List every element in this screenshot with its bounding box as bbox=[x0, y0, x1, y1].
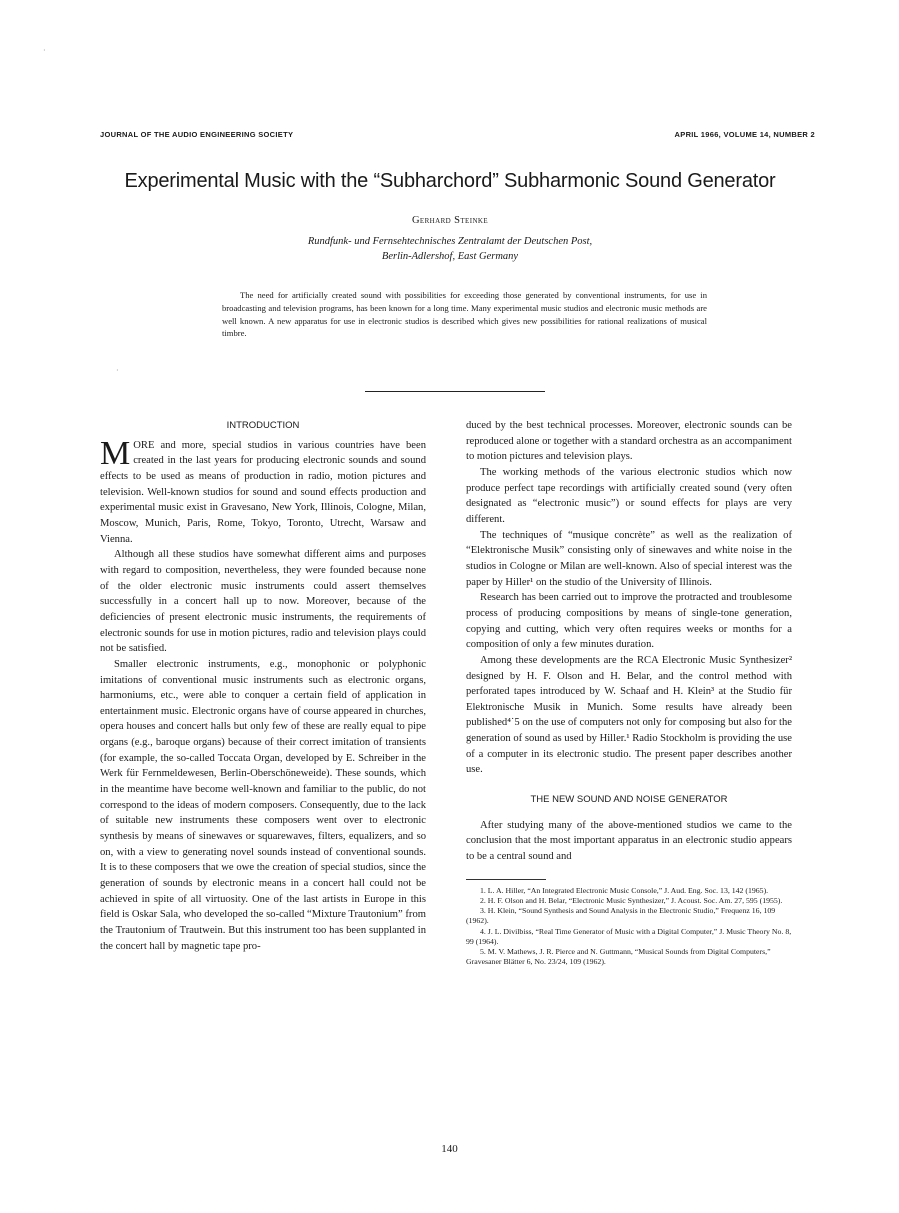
footnote: 4. J. L. Divilbiss, “Real Time Generator of Music with a Digital Computer,” J. Music Theory No. 8, 99 (1964). bbox=[466, 926, 792, 946]
body-paragraph: duced by the best technical processes. Moreover, electronic sounds can be reproduced alone or together with a standard orchestra as an accompaniment to motion pictures and television plays. bbox=[466, 420, 792, 463]
body-paragraph: Research has been carried out to improve the protracted and troublesome process of producing compositions by means of single-tone generation, copying and cutting, which very often requires weeks or months for a composition of only a few minutes duration. bbox=[466, 592, 792, 651]
body-paragraph: MORE and more, special studios in various countries have been created in the last years for producing electronic sounds and sound effects to be used as means of production in radio, motion pictures and television. Well-known studios for sound and sound effects production and experimental music exist in Gravesano, New York, Illinois, Cologne, Milan, Moscow, Munich, Paris, Rome, Tokyo, Toronto, Utrecht, Warsaw and Vienna. bbox=[100, 434, 426, 545]
author-affiliation bbox=[200, 234, 700, 264]
footnote: 5. M. V. Mathews, J. R. Pierce and N. Guttmann, “Musical Sounds from Digital Computers,” Gravesaner Blätter 6, No. 23/24, 109 (1962). bbox=[466, 946, 771, 967]
running-header-issue: APRIL 1966, VOLUME 14, NUMBER 2 bbox=[674, 130, 815, 139]
section-heading-new-generator: THE NEW SOUND AND NOISE GENERATOR bbox=[530, 794, 728, 806]
right-column bbox=[466, 418, 792, 967]
body-paragraph: After studying many of the above-mentioned studios we came to the conclusion that the most important apparatus in an electronic studio appears to be a central sound and bbox=[466, 819, 792, 863]
running-header-journal: JOURNAL OF THE AUDIO ENGINEERING SOCIETY bbox=[100, 130, 294, 139]
page-number: 140 bbox=[441, 1143, 458, 1155]
scan-speck: · bbox=[43, 46, 46, 55]
body-paragraph: The working methods of the various electronic studios which now produce perfect tape recordings with artificially created sound (very often designated as “electronic music”) or sound effects for plays are very different. bbox=[466, 466, 792, 525]
article-title: Experimental Music with the “Subharchord” Subharmonic Sound Generator bbox=[124, 170, 776, 192]
section-heading-introduction: INTRODUCTION bbox=[226, 420, 300, 431]
footnote-rule bbox=[466, 879, 546, 880]
body-paragraph: Smaller electronic instruments, e.g., monophonic or polyphonic imitations of conventional music instruments such as electronic organs, harmoniums, etc., were able to conquer a certain field of application in entertainment music. Electronic organs have of course appeared in churches, opera houses and concert halls but only few of these are really equal to pipe organs (e.g., baroque organs) because of their correct imitation of transients (for example, the so-called Toccata Organ, developed by E. Schreiber in the Werk für Fernmeldewesen, Berlin-Oberschöneweide). These sounds, which in the meantime have become well-known and familiar to the public, do not correspond to the ideas of modern composers. Consequently, due to the lack of suitable new instruments these composers went over to electronic synthesis by means of sinewaves or squarewaves, filters, equalizers, and so on, with a view to generating novel sounds instead of conventional sounds. It is to these composers that we owe the creation of special studios, since the generation of sounds by electronic means in a concert hall could not be achieved in spite of all virtuosity. One of the last artists in Europe in this field is Oskar Sala, who developed the so-called “Mixture Trautonium” from the Trautonium of Trautwein. But this instrument too has been supplanted in the concert hall by magnetic tape pro- bbox=[100, 658, 426, 952]
left-column bbox=[100, 418, 426, 954]
affiliation-line-2: Berlin-Adlershof, East Germany bbox=[381, 251, 519, 262]
footnote: 3. H. Klein, “Sound Synthesis and Sound Analysis in the Electronic Studio,” Frequenz 16, 109 (1962). bbox=[466, 906, 776, 926]
body-paragraph: Although all these studios have somewhat different aims and purposes with regard to composition, nevertheless, they were founded because none of the older electronic music instruments could assert themselves successfully in a concert hall up to now. Moreover, because of the deficiencies of present electronic music instruments, the requirements of electronic sounds for use in motion pictures, radio and television plays could not be satisfied. bbox=[100, 549, 426, 655]
author-name: Gerhard Steinke bbox=[411, 215, 489, 226]
footnote: 1. L. A. Hiller, “An Integrated Electronic Music Console,” J. Aud. Eng. Soc. 13, 142 (1965). bbox=[480, 885, 769, 895]
abstract: The need for artificially created sound with possibilities for exceeding those generated by conventional instruments, for use in broadcasting and television programs, has been known for a long time. Many experimental music studios and electronic music methods are well known. A new apparatus for use in electronic studios is described which gives new possibilities for rational realizations of musical timbre. bbox=[222, 290, 707, 339]
scan-speck: · bbox=[116, 366, 119, 375]
affiliation-line-1: Rundfunk- und Fernsehtechnisches Zentralamt der Deutschen Post, bbox=[307, 236, 593, 247]
body-paragraph: The techniques of “musique concrète” as well as the realization of “Elektronische Musik” consisting only of sinewaves and white noise in the studios in Cologne or Milan are well-known. Also of special interest was the paper by Hiller¹ on the studio of the University of Illinois. bbox=[466, 529, 792, 588]
footnote: 2. H. F. Olson and H. Belar, “Electronic Music Synthesizer,” J. Acoust. Soc. Am. 27, 595 (1955). bbox=[480, 895, 783, 905]
body-paragraph: Among these developments are the RCA Electronic Music Synthesizer² designed by H. F. Olson and H. Belar, and the control method with perforated tapes introduced by W. Schaaf and H. Klein³ at the Studio für Elektronische Musik in Munich. Some results have already been published⁴˙5 on the use of computers not only for composing but also for the generation of sound as used by Hiller.¹ Radio Stockholm is providing the use of a computer in its electronic studio. The present paper describes another use. bbox=[466, 654, 792, 776]
separator-rule bbox=[365, 391, 545, 392]
drop-cap: M bbox=[100, 434, 131, 472]
